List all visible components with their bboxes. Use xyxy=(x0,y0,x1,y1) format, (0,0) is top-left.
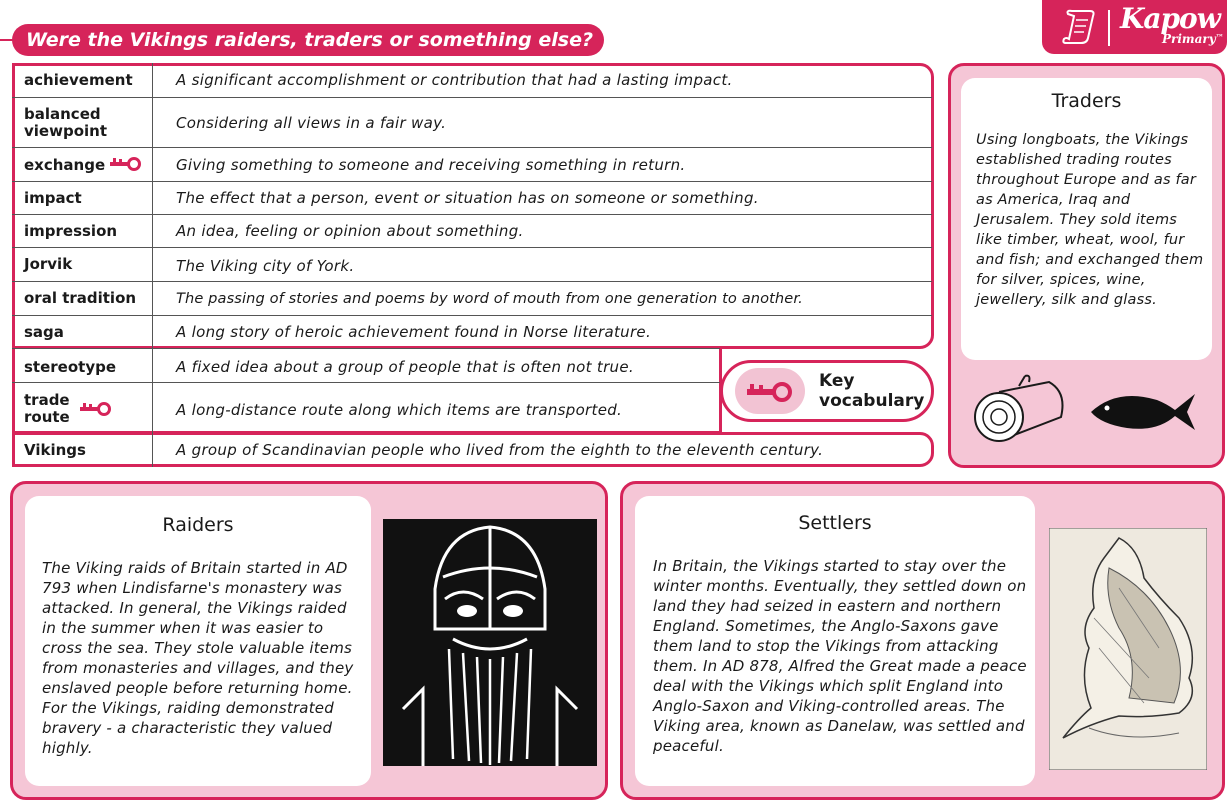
vocab-row xyxy=(12,64,932,97)
raiders-title: Raiders xyxy=(162,514,234,536)
vocab-definition: The passing of stories and poems by word of mouth from one generation to another. xyxy=(176,290,803,307)
vocab-term: balanced viewpoint xyxy=(24,105,107,140)
settlers-card xyxy=(635,496,1035,786)
fish-icon xyxy=(1087,388,1199,436)
vocab-term: exchange xyxy=(24,156,106,174)
page-title: Were the Vikings raiders, traders or something else? xyxy=(12,24,604,56)
vocab-definition: The effect that a person, event or situation has on someone or something. xyxy=(176,189,759,207)
raiders-text: The Viking raids of Britain started in AD 793 when Lindisfarne's monastery was attacked. In general, the Vikings raided in the summer when it was easier to cross the sea. They stole valuable items from monasteries and villages, and they enslaved people before returning home. For the Vikings, raiding demonstrated bravery - a characteristic they valued highly. xyxy=(42,559,354,757)
vocab-definition: A group of Scandinavian people who lived from the eighth to the eleventh century. xyxy=(176,441,824,459)
vocab-term: Jorvik xyxy=(24,255,73,273)
settlers-text: In Britain, the Vikings started to stay over the winter months. Eventually, they settled down on land they had seized in eastern and northern England. Sometimes, the Anglo-Saxons gave them land to stop the Vikings from attacking them. In AD 878, Alfred the Great made a peace deal with the Vikings which split England into Anglo-Saxon and Viking-controlled areas. The Viking area, known as Danelaw, was settled and peaceful. xyxy=(653,557,1027,755)
vocab-term: saga xyxy=(24,323,64,341)
vocab-term: stereotype xyxy=(24,358,117,376)
logo-divider xyxy=(1108,10,1110,46)
vocab-row xyxy=(12,97,932,148)
vocab-row xyxy=(12,247,932,282)
vocab-row xyxy=(12,348,720,383)
vocab-term: Vikings xyxy=(24,441,86,459)
vocab-definition: An idea, feeling or opinion about something. xyxy=(176,222,524,240)
vocab-row xyxy=(12,181,932,215)
settlers-panel xyxy=(620,481,1225,800)
vocab-row xyxy=(12,281,932,316)
vocab-row xyxy=(12,382,720,433)
vocab-definition: The Viking city of York. xyxy=(176,257,355,275)
danelaw-map-illustration xyxy=(1049,528,1207,770)
logo-brand: Kapow xyxy=(1120,2,1220,35)
vocab-row xyxy=(12,432,932,467)
vocab-definition: A fixed idea about a group of people that is often not true. xyxy=(176,358,634,376)
kapow-logo xyxy=(1042,0,1227,54)
vocab-definition: A significant accomplishment or contribution that had a lasting impact. xyxy=(176,71,733,89)
key-icon xyxy=(110,156,142,172)
vocab-definition: A long story of heroic achievement found in Norse literature. xyxy=(176,323,652,341)
vocab-definition: Considering all views in a fair way. xyxy=(176,114,447,132)
traders-panel xyxy=(948,63,1225,468)
log-icon xyxy=(969,372,1069,452)
vocab-row xyxy=(12,214,932,248)
vocab-term: trade route xyxy=(24,391,70,426)
vocab-definition: Giving something to someone and receiving something in return. xyxy=(176,156,686,174)
key-badge-circle xyxy=(735,368,805,414)
traders-text: Using longboats, the Vikings established trading routes throughout Europe and as far as America, Iraq and Jerusalem. They sold items like timber, wheat, wool, fur and fish; and exchanged them for silver, spices, wine, jewellery, silk and glass. xyxy=(976,132,1204,308)
settlers-title: Settlers xyxy=(798,512,872,534)
scroll-icon xyxy=(1060,8,1100,46)
vocab-term: oral tradition xyxy=(24,289,137,307)
traders-card xyxy=(961,78,1212,360)
raiders-card xyxy=(25,496,371,786)
raiders-panel xyxy=(10,481,608,800)
vocab-term: achievement xyxy=(24,71,133,89)
vocab-row xyxy=(12,315,932,349)
key-vocabulary-badge xyxy=(720,360,934,422)
vocab-term: impression xyxy=(24,222,118,240)
key-icon xyxy=(80,401,112,417)
vocab-row xyxy=(12,147,932,182)
viking-warrior-illustration xyxy=(383,519,597,766)
key-vocabulary-label: Key vocabulary xyxy=(819,371,925,411)
logo-sub: Primary™ xyxy=(1162,32,1224,46)
key-icon xyxy=(747,381,793,403)
vocab-term: impact xyxy=(24,189,82,207)
vocab-definition: A long-distance route along which items are transported. xyxy=(176,401,623,419)
traders-title: Traders xyxy=(1051,90,1122,112)
